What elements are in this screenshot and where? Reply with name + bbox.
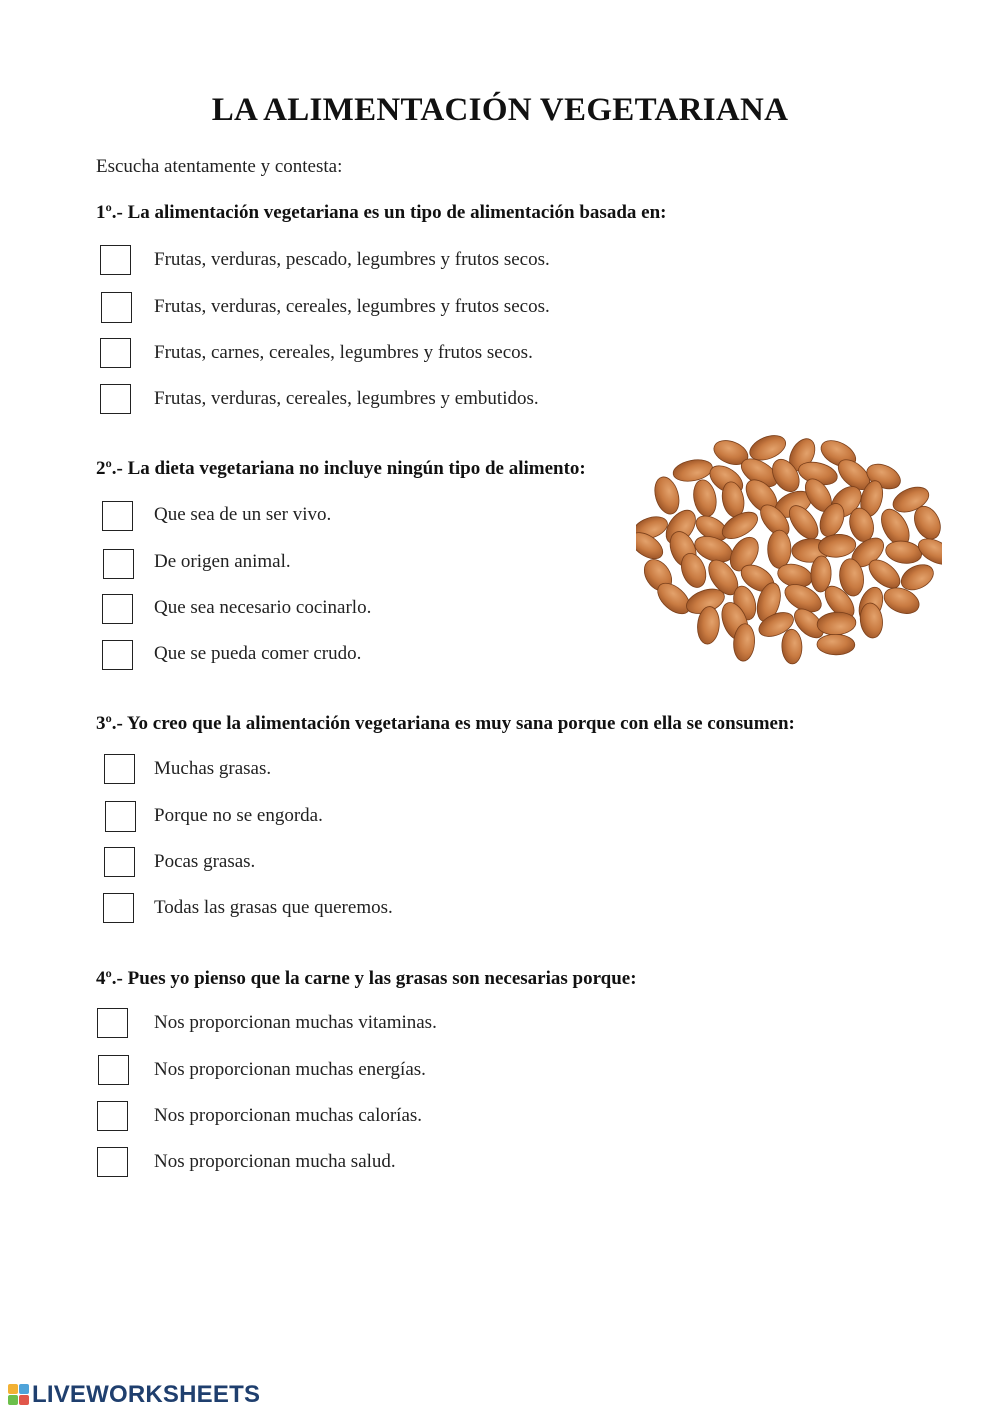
option-label: Frutas, verduras, cereales, legumbres y frutos secos. [154,296,550,317]
page-title: LA ALIMENTACIÓN VEGETARIANA [211,92,789,128]
almond-shape [651,474,683,517]
question-2-option-2 [0,547,640,581]
question-3-option-2 [0,801,640,835]
question-4-option-2 [0,1055,640,1089]
almond-shape [816,611,856,636]
option-label: Frutas, verduras, pescado, legumbres y frutos secos. [154,249,550,270]
almonds-pile-image [636,430,942,666]
answer-checkbox[interactable] [97,1101,128,1131]
answer-checkbox[interactable] [104,754,135,784]
answer-checkbox[interactable] [97,1147,128,1177]
option-label: Que sea necesario cocinarlo. [154,597,372,618]
option-label: Porque no se engorda. [154,805,323,826]
answer-checkbox[interactable] [103,549,134,579]
question-2-option-1 [0,500,640,534]
answer-checkbox[interactable] [102,501,133,531]
option-label: De origen animal. [154,551,291,572]
question-4-option-4 [0,1147,640,1181]
question-4-title: 4º.- Pues yo pienso que la carne y las grasas son necesarias porque: [96,968,637,989]
question-1-option-1 [0,245,640,279]
answer-checkbox[interactable] [100,384,131,414]
almond-shape [781,629,802,664]
option-label: Todas las grasas que queremos. [154,897,393,918]
almond-shape [817,634,855,655]
option-label: Pocas grasas. [154,851,256,872]
question-2-option-4 [0,639,640,673]
liveworksheets-logo [8,1380,260,1410]
option-label: Nos proporcionan muchas energías. [154,1059,426,1080]
option-label: Frutas, verduras, cereales, legumbres y embutidos. [154,388,539,409]
option-label: Que se pueda comer crudo. [154,643,362,664]
answer-checkbox[interactable] [104,847,135,877]
answer-checkbox[interactable] [101,292,132,323]
question-2-option-3 [0,593,640,627]
question-2-title: 2º.- La dieta vegetariana no incluye ningún tipo de alimento: [96,458,586,479]
option-label: Nos proporcionan muchas vitaminas. [154,1012,437,1033]
answer-checkbox[interactable] [103,893,134,923]
question-4-option-1 [0,1008,640,1042]
question-3-option-1 [0,754,640,788]
answer-checkbox[interactable] [102,640,133,670]
instruction-text: Escucha atentamente y contesta: [96,156,343,177]
question-1-option-2 [0,292,640,326]
answer-checkbox[interactable] [100,245,131,275]
almond-shape [768,530,791,568]
question-3-option-3 [0,847,640,881]
question-3-title: 3º.- Yo creo que la alimentación vegetariana es muy sana porque con ella se consumen: [96,713,795,734]
question-3-option-4 [0,893,640,927]
answer-checkbox[interactable] [102,594,133,624]
question-1-option-3 [0,338,640,372]
question-1-title: 1º.- La alimentación vegetariana es un tipo de alimentación basada en: [96,202,667,223]
option-label: Que sea de un ser vivo. [154,504,332,525]
liveworksheets-logo-icon [8,1384,30,1406]
almond-shape [671,457,714,485]
question-1-option-4 [0,384,640,418]
option-label: Frutas, carnes, cereales, legumbres y frutos secos. [154,342,533,363]
answer-checkbox[interactable] [100,338,131,368]
answer-checkbox[interactable] [98,1055,129,1085]
answer-checkbox[interactable] [105,801,136,832]
option-label: Muchas grasas. [154,758,272,779]
question-4-option-3 [0,1101,640,1135]
liveworksheets-brand: LIVEWORKSHEETS [32,1381,261,1408]
answer-checkbox[interactable] [97,1008,128,1038]
option-label: Nos proporcionan mucha salud. [154,1151,396,1172]
almond-shape [884,539,923,566]
option-label: Nos proporcionan muchas calorías. [154,1105,423,1126]
